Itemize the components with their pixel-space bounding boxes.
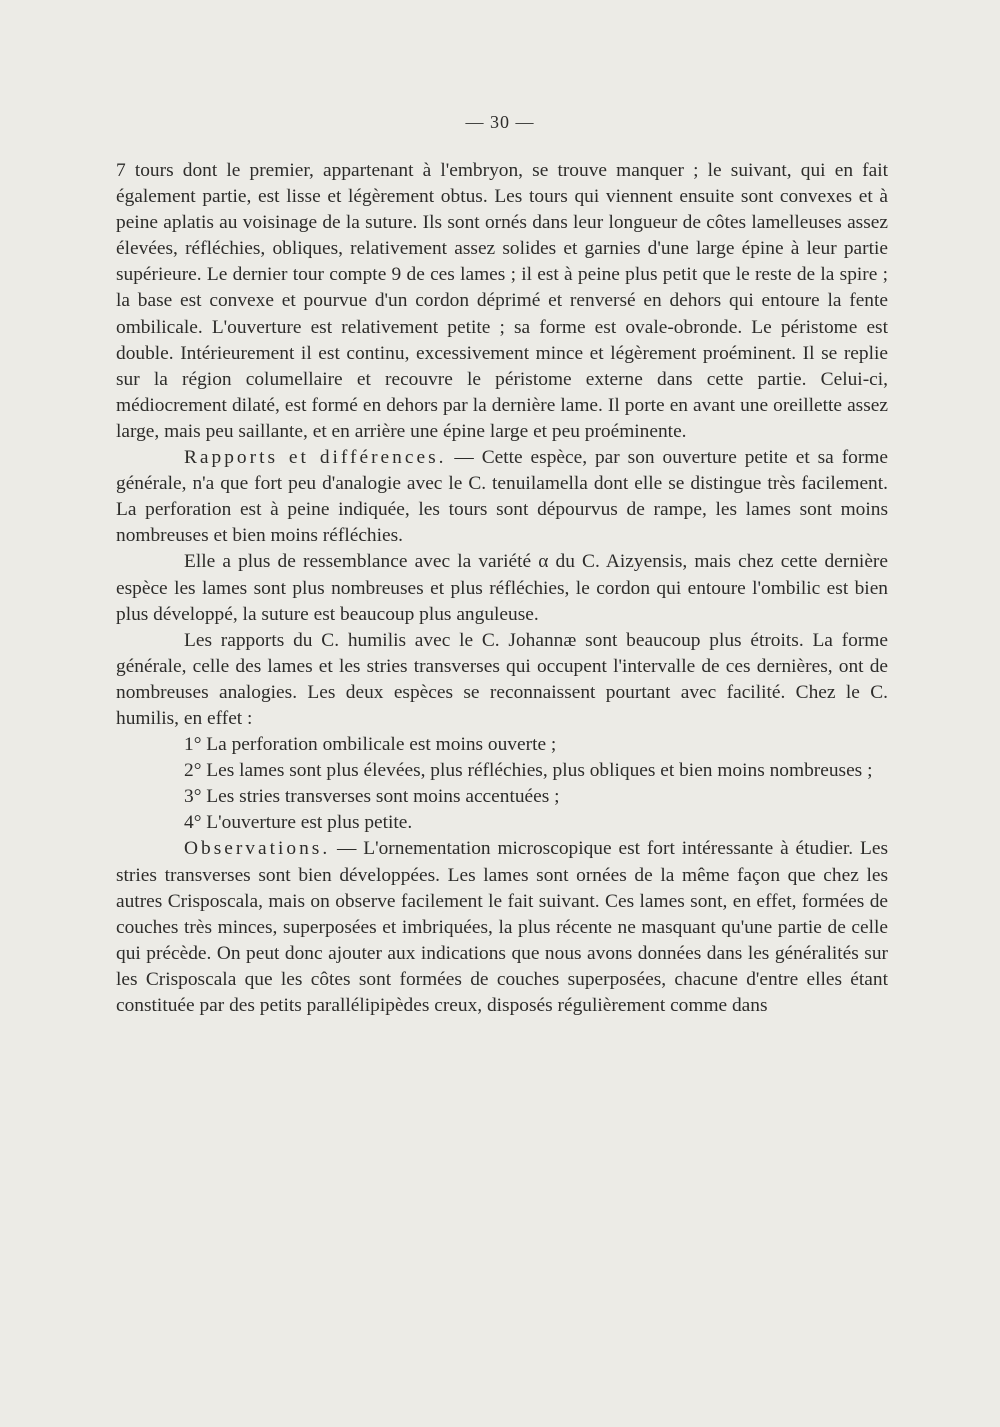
paragraph-observations-text: — L'ornementation microscopique est fort intéressante à étudier. Les stries transverses sont bien développées. Les lames sont ornées de la même façon que chez les autres Crisposcala, mais on observe facilement le fait suivant. Ces lames sont, en effet, formées de couches très minces, superposées et imbriquées, la plus récente ne masquant qu'une partie de celle qui précède. On peut donc ajouter aux indications que nous avons données dans les généralités sur les Crisposcala que les côtes sont formées de couches superposées, chacune d'entre elles étant constituée par des petits parallélipipèdes creux, disposés régulièrement comme dans: [116, 838, 888, 1016]
list-item: 3° Les stries transverses sont moins accentuées ;: [184, 786, 560, 808]
paragraph-description: 7 tours dont le premier, appartenant à l'embryon, se trouve manquer ; le suivant, qui en fait également partie, est lisse et légèrement obtus. Les tours qui viennent ensuite sont convexes et à peine aplatis au voisinage de la suture. Ils sont ornés dans leur longueur de côtes lamelleuses assez élevées, réfléchies, obliques, relativement assez solides et garnies d'une large épine à leur partie supérieure. Le dernier tour compte 9 de ces lames ; il est à peine plus petit que le reste de la spire ; la base est convexe et pourvue d'un cordon déprimé et renversé en dehors qui entoure la fente ombilicale. L'ouverture est relativement petite ; sa forme est ovale-obronde. Le péristome est double. Intérieurement il est continu, excessivement mince et légèrement proéminent. Il se replie sur la région columellaire et recouvre le péristome externe dans cette partie. Celui-ci, médiocrement dilaté, est formé en dehors par la dernière lame. Il porte en avant une oreillette assez large, mais peu saillante, et en arrière une épine large et peu proéminente.: [116, 160, 888, 442]
list-item: 4° L'ouverture est plus petite.: [184, 812, 413, 834]
list-item: 1° La perforation ombilicale est moins ouverte ;: [184, 734, 557, 756]
page-number: — 30 —: [465, 112, 535, 132]
section-heading-rapports: Rapports et différences.: [184, 447, 447, 469]
paragraph-observations: [116, 836, 888, 1019]
list-item: 2° Les lames sont plus élevées, plus réfléchies, plus obliques et bien moins nombreuses ;: [184, 760, 873, 782]
paragraph-johannae: Les rapports du C. humilis avec le C. Johannæ sont beaucoup plus étroits. La forme générale, celle des lames et les stries transverses qui occupent l'intervalle de ces dernières, ont de nombreuses analogies. Les deux espèces se reconnaissent pourtant avec facilité. Chez le C. humilis, en effet :: [116, 629, 888, 729]
paragraph-aizyensis: Elle a plus de ressemblance avec la variété α du C. Aizyensis, mais chez cette dernière espèce les lames sont plus nombreuses et plus réfléchies, le cordon qui entoure l'ombilic est bien plus développé, la suture est beaucoup plus anguleuse.: [116, 551, 888, 625]
paragraph-rapports-text: — Cette espèce, par son ouverture petite et sa forme générale, n'a que fort peu d'analogie avec le C. tenuilamella dont elle se distingue très facilement. La perforation est à peine indiquée, les tours sont dépourvus de rampe, les lames sont moins nombreuses et bien moins réfléchies.: [116, 447, 888, 547]
section-heading-observations: Observations.: [184, 838, 331, 860]
body-text: [116, 158, 888, 1019]
paragraph-rapports: [116, 445, 888, 549]
